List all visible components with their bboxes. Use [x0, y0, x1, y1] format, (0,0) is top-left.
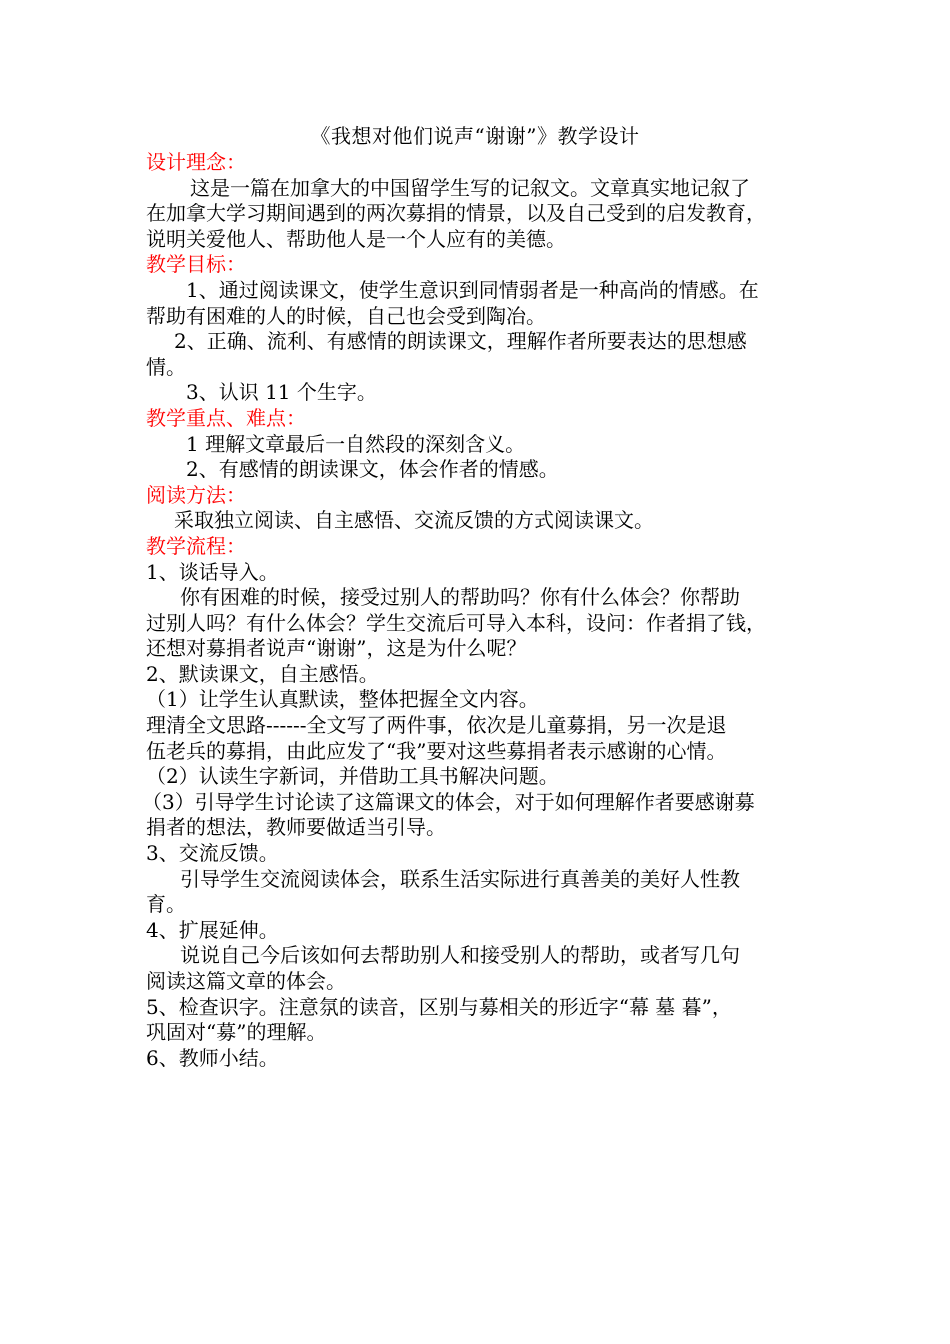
list-item: 3、交流反馈。	[146, 841, 279, 866]
list-item: 5、检查识字。注意氛的读音，区别与募相关的形近字“幕 墓 暮”，	[146, 994, 732, 1019]
list-item: 4、扩展延伸。	[146, 917, 279, 942]
paragraph-line: 在加拿大学习期间遇到的两次募捐的情景，以及自己受到的启发教育，	[146, 201, 766, 226]
paragraph-line: 还想对募捐者说声“谢谢”，这是为什么呢？	[146, 636, 527, 661]
paragraph-line: （2）认读生字新词，并借助工具书解决问题。	[146, 764, 559, 789]
paragraph-line: 情。	[146, 354, 186, 379]
paragraph-line: 说说自己今后该如何去帮助别人和接受别人的帮助，或者写几句	[180, 943, 740, 968]
paragraph-line: 过别人吗？有什么体会？学生交流后可导入本科，设问：作者捐了钱，	[146, 610, 766, 635]
heading-teaching-process: 教学流程：	[146, 533, 246, 558]
paragraph-line: 1 理解文章最后一自然段的深刻含义。	[186, 431, 526, 456]
document-title: 《我想对他们说声“谢谢”》教学设计	[310, 124, 640, 148]
heading-teaching-goals: 教学目标：	[146, 252, 246, 277]
list-item: 2、默读课文，自主感悟。	[146, 661, 379, 686]
list-item: 1、谈话导入。	[146, 559, 279, 584]
paragraph-line: 说明关爱他人、帮助他人是一个人应有的美德。	[146, 226, 566, 251]
list-item: 6、教师小结。	[146, 1045, 279, 1070]
paragraph-line: 伍老兵的募捐，由此应发了“我”要对这些募捐者表示感谢的心情。	[146, 738, 727, 763]
paragraph-line: 巩固对“募”的理解。	[146, 1020, 327, 1045]
paragraph-line: （3）引导学生讨论读了这篇课文的体会，对于如何理解作者要感谢募	[142, 789, 755, 814]
paragraph-line: 1、通过阅读课文，使学生意识到同情弱者是一种高尚的情感。在	[186, 277, 759, 302]
heading-design-concept: 设计理念：	[146, 150, 246, 174]
paragraph-line: 育。	[146, 892, 186, 917]
paragraph-line: 阅读这篇文章的体会。	[146, 969, 346, 993]
paragraph-line: 你有困难的时候，接受过别人的帮助吗？你有什么体会？你帮助	[180, 585, 740, 610]
heading-key-points: 教学重点、难点：	[146, 405, 306, 430]
paragraph-line: （1）让学生认真默读，整体把握全文内容。	[146, 687, 539, 712]
heading-reading-method: 阅读方法：	[146, 482, 246, 507]
document-body	[142, 150, 806, 1071]
paragraph-line: 2、有感情的朗读课文，体会作者的情感。	[186, 457, 559, 482]
paragraph-line: 3、认识 11 个生字。	[186, 380, 377, 405]
paragraph-line: 2、正确、流利、有感情的朗读课文，理解作者所要表达的思想感	[174, 329, 747, 354]
paragraph-line: 这是一篇在加拿大的中国留学生写的记叙文。文章真实地记叙了	[190, 175, 750, 200]
paragraph-line: 帮助有困难的人的时候，自己也会受到陶冶。	[146, 303, 546, 328]
paragraph-line: 引导学生交流阅读体会，联系生活实际进行真善美的美好人性教	[180, 866, 740, 891]
paragraph-line: 理清全文思路------全文写了两件事，依次是儿童募捐，另一次是退	[146, 713, 727, 738]
paragraph-line: 采取独立阅读、自主感悟、交流反馈的方式阅读课文。	[174, 508, 654, 533]
paragraph-line: 捐者的想法，教师要做适当引导。	[146, 815, 446, 840]
